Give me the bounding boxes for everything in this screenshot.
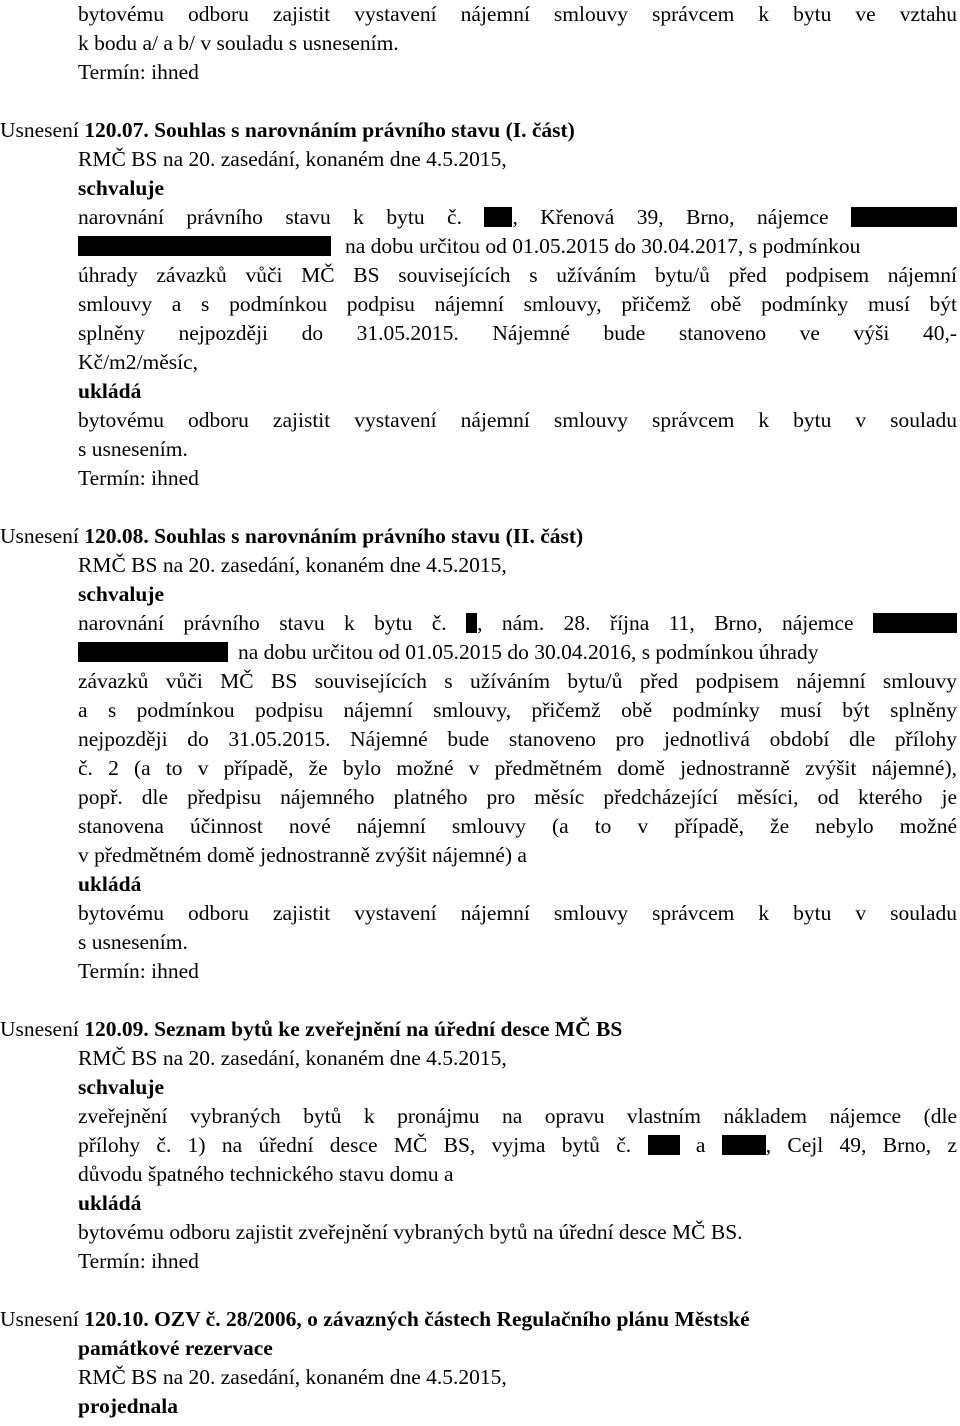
text-line: narovnání právního stavu k bytu č. , Křenová 39, Brno, nájemce	[78, 203, 957, 232]
redaction-block	[851, 207, 957, 227]
redaction-block	[466, 613, 477, 633]
resolution-120-09-heading: Usnesení 120.09. Seznam bytů ke zveřejnění na úřední desce MČ BS	[0, 1017, 623, 1041]
resolution-title: Souhlas s narovnáním právního stavu (I. část)	[148, 118, 575, 142]
text-line: nejpozději do 31.05.2015. Nájemné bude stanoveno pro jednotlivá období dle přílohy	[78, 727, 957, 751]
redaction-block	[78, 642, 228, 662]
redaction-block	[648, 1135, 680, 1155]
verb-schvaluje: schvaluje	[78, 582, 164, 606]
resolution-title-cont: památkové rezervace	[78, 1336, 273, 1360]
verb-uklada: ukládá	[78, 1191, 142, 1215]
text-line: popř. dle předpisu nájemného platného pro měsíc předcházející měsíci, od kterého je	[78, 785, 957, 809]
verb-schvaluje: schvaluje	[78, 1075, 164, 1099]
resolution-120-10-heading: Usnesení 120.10. OZV č. 28/2006, o závazných částech Regulačního plánu Městské	[0, 1307, 750, 1331]
meeting-line: RMČ BS na 20. zasedání, konaném dne 4.5.2015,	[78, 147, 507, 171]
text-line: stanovena účinnost nové nájemní smlouvy (a to v případě, že nebylo možné	[78, 814, 957, 838]
text-line: bytovému odboru zajistit vystavení nájemní smlouvy správcem k bytu v souladu	[78, 408, 957, 432]
text-line: v předmětném domě jednostranně zvýšit nájemné) a	[78, 843, 527, 867]
text-line: důvodu špatného technického stavu domu a	[78, 1162, 454, 1186]
verb-uklada: ukládá	[78, 379, 142, 403]
term-line: Termín: ihned	[78, 959, 199, 983]
meeting-line: RMČ BS na 20. zasedání, konaném dne 4.5.2015,	[78, 1365, 507, 1389]
term-line: Termín: ihned	[78, 1249, 199, 1273]
intro-term: Termín: ihned	[78, 60, 199, 84]
text-line: a s podmínkou podpisu nájemní smlouvy, přičemž obě podmínky musí být splněny	[78, 698, 957, 722]
resolution-title: Seznam bytů ke zveřejnění na úřední desce MČ BS	[148, 1017, 623, 1041]
text-line: na dobu určitou od 01.05.2015 do 30.04.2016, s podmínkou úhrady	[78, 638, 957, 667]
text-line: smlouvy a s podmínkou podpisu nájemní smlouvy, přičemž obě podmínky musí být	[78, 292, 957, 316]
text-line: narovnání právního stavu k bytu č. , nám. 28. října 11, Brno, nájemce	[78, 609, 957, 638]
resolution-number: 120.10.	[84, 1307, 149, 1331]
verb-schvaluje: schvaluje	[78, 176, 164, 200]
resolution-number: 120.08.	[84, 524, 149, 548]
text-line: přílohy č. 1) na úřední desce MČ BS, vyjma bytů č. a , Cejl 49, Brno, z	[78, 1133, 958, 1157]
resolution-120-08-heading: Usnesení 120.08. Souhlas s narovnáním právního stavu (II. část)	[0, 524, 584, 548]
text-line: závazků vůči MČ BS souvisejících s užíváním bytu/ů před podpisem nájemní smlouvy	[78, 669, 957, 693]
text-line: s usnesením.	[78, 930, 188, 954]
resolution-title: OZV č. 28/2006, o závazných částech Regulačního plánu Městské	[148, 1307, 750, 1331]
text-line: Kč/m2/měsíc,	[78, 350, 199, 374]
text-line: s usnesením.	[78, 437, 188, 461]
redaction-block	[78, 236, 331, 256]
intro-line-1: bytovému odboru zajistit vystavení nájemní smlouvy správcem k bytu ve vztahu	[78, 2, 957, 26]
term-line: Termín: ihned	[78, 466, 199, 490]
resolution-120-07-heading: Usnesení 120.07. Souhlas s narovnáním právního stavu (I. část)	[0, 118, 575, 142]
redaction-block	[484, 207, 512, 227]
resolution-number: 120.07.	[84, 118, 149, 142]
text-line: splněny nejpozději do 31.05.2015. Nájemné bude stanoveno ve výši 40,-	[78, 321, 957, 345]
text-line: zveřejnění vybraných bytů k pronájmu na opravu vlastním nákladem nájemce (dle	[78, 1104, 957, 1128]
meeting-line: RMČ BS na 20. zasedání, konaném dne 4.5.2015,	[78, 553, 507, 577]
meeting-line: RMČ BS na 20. zasedání, konaném dne 4.5.2015,	[78, 1046, 507, 1070]
text-line: na dobu určitou od 01.05.2015 do 30.04.2017, s podmínkou	[78, 232, 957, 261]
text-line: bytovému odboru zajistit vystavení nájemní smlouvy správcem k bytu v souladu	[78, 901, 957, 925]
verb-uklada: ukládá	[78, 872, 142, 896]
text-line: úhrady závazků vůči MČ BS souvisejících s užíváním bytu/ů před podpisem nájemní	[78, 263, 957, 287]
verb-projednala: projednala	[78, 1394, 178, 1418]
resolution-title: Souhlas s narovnáním právního stavu (II. část)	[148, 524, 584, 548]
text-line: č. 2 (a to v případě, že bylo možné v předmětném domě jednostranně zvýšit nájemné),	[78, 756, 957, 780]
intro-line-2: k bodu a/ a b/ v souladu s usnesením.	[78, 31, 399, 55]
redaction-block	[722, 1135, 766, 1155]
text-line: bytovému odboru zajistit zveřejnění vybraných bytů na úřední desce MČ BS.	[78, 1220, 743, 1244]
redaction-block	[873, 613, 957, 633]
resolution-number: 120.09.	[84, 1017, 149, 1041]
